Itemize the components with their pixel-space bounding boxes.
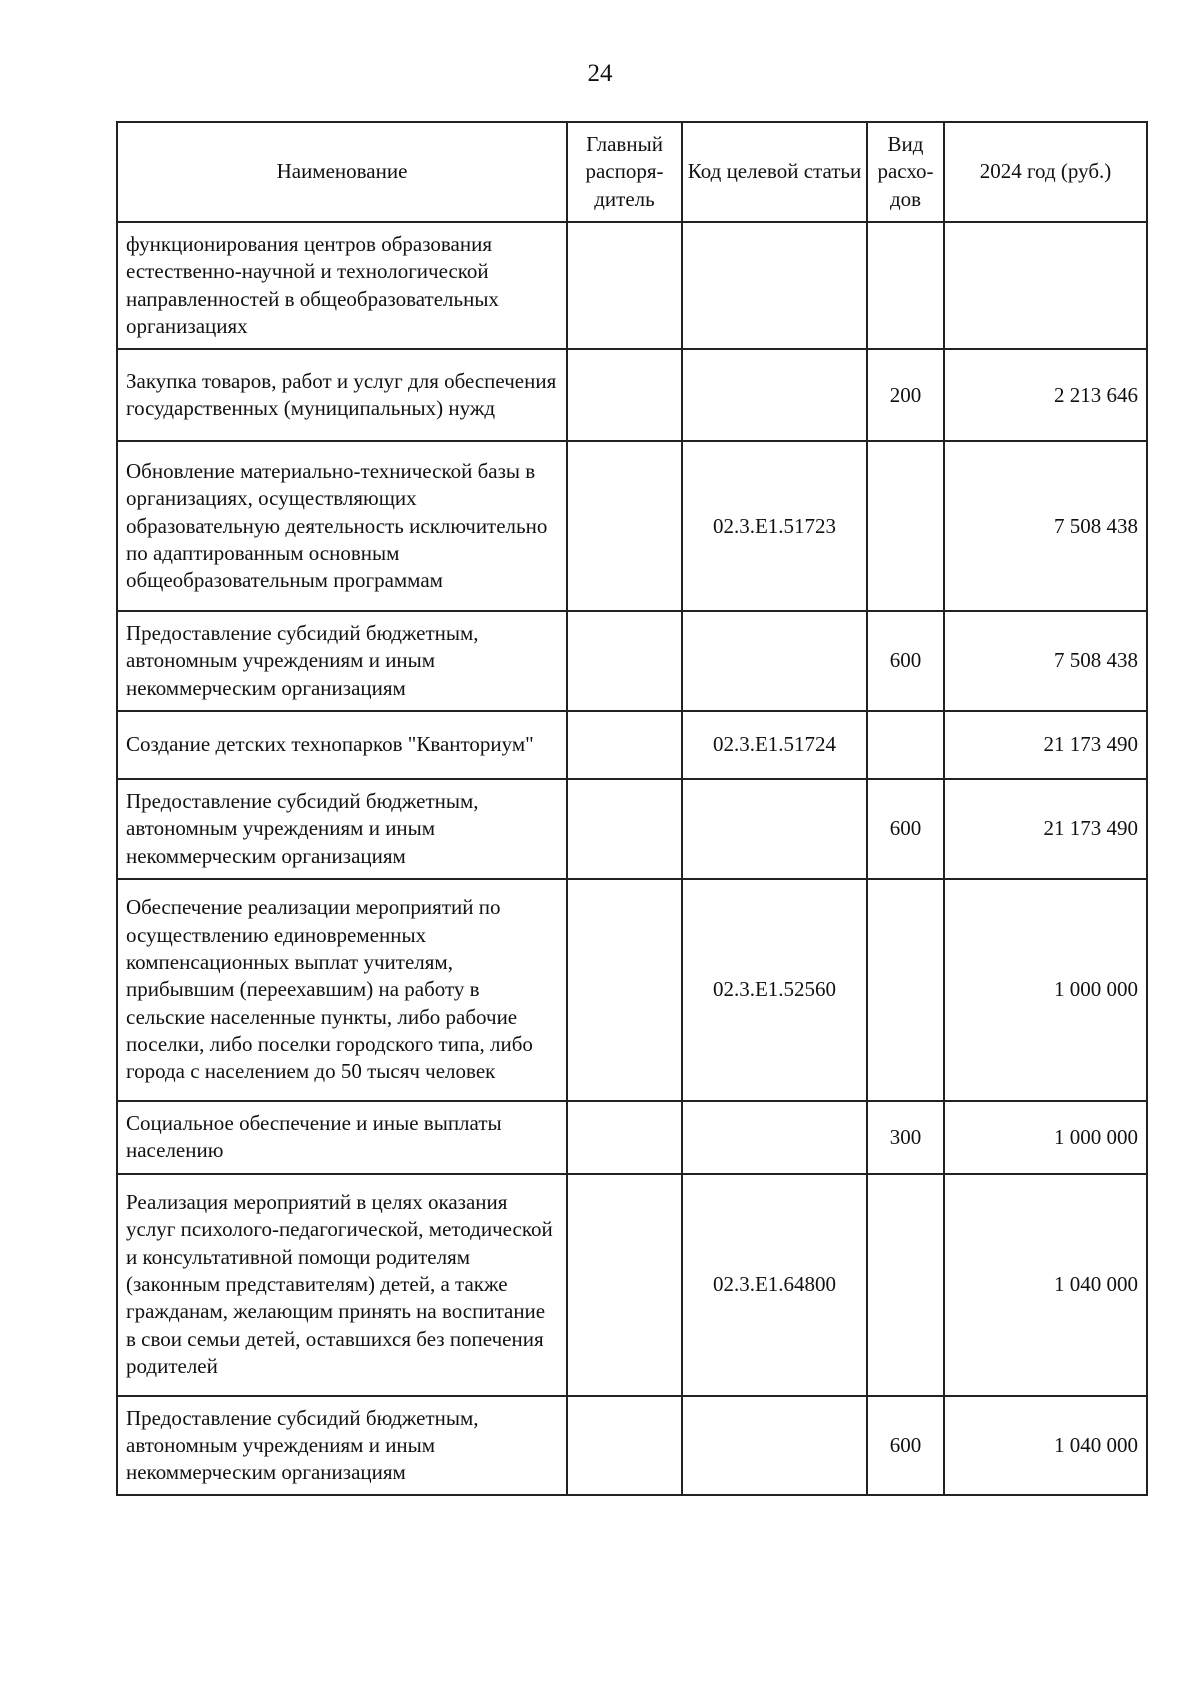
row-code [682,611,867,711]
table-header-row [117,122,1147,222]
row-code: 02.3.E1.51723 [682,441,867,611]
header-name: Наименование [117,122,567,222]
row-amount: 1 040 000 [944,1396,1147,1496]
row-name: Предоставление субсидий бюджетным, автономным учреждениям и иным некоммерческим организациям [117,779,567,879]
row-name: Предоставление субсидий бюджетным, автономным учреждениям и иным некоммерческим организациям [117,611,567,711]
row-code: 02.3.E1.52560 [682,879,867,1101]
row-admin [567,879,682,1101]
row-type [867,879,944,1101]
row-amount: 2 213 646 [944,349,1147,441]
header-admin: Главный распоря-дитель [567,122,682,222]
table-row [117,1174,1147,1396]
row-amount: 1 040 000 [944,1174,1147,1396]
row-admin [567,711,682,779]
table-row [117,1396,1147,1496]
header-type: Вид расхо-дов [867,122,944,222]
row-type: 600 [867,1396,944,1496]
row-code [682,1101,867,1174]
row-name: Социальное обеспечение и иные выплаты населению [117,1101,567,1174]
row-type [867,1174,944,1396]
row-code [682,222,867,349]
row-admin [567,349,682,441]
row-type [867,441,944,611]
row-code [682,779,867,879]
row-name: Создание детских технопарков "Кванториум" [117,711,567,779]
row-type [867,222,944,349]
row-code [682,349,867,441]
row-code: 02.3.E1.51724 [682,711,867,779]
row-admin [567,441,682,611]
table-row [117,611,1147,711]
row-name: Обновление материально-технической базы в организациях, осуществляющих образовательную деятельность исключительно по адаптированным основным общеобразовательным программам [117,441,567,611]
page-number: 24 [587,60,613,87]
row-amount: 21 173 490 [944,779,1147,879]
row-type: 600 [867,779,944,879]
row-code [682,1396,867,1496]
budget-table [116,121,1148,1496]
row-amount: 1 000 000 [944,879,1147,1101]
row-admin [567,1396,682,1496]
row-name: Предоставление субсидий бюджетным, автономным учреждениям и иным некоммерческим организациям [117,1396,567,1496]
row-type [867,711,944,779]
table-row [117,222,1147,349]
table-row [117,779,1147,879]
row-name: функционирования центров образования естественно-научной и технологической направленностей в общеобразовательных организациях [117,222,567,349]
row-admin [567,779,682,879]
row-amount: 7 508 438 [944,611,1147,711]
row-amount: 1 000 000 [944,1101,1147,1174]
row-admin [567,222,682,349]
table-row [117,711,1147,779]
table-row [117,441,1147,611]
table-row [117,879,1147,1101]
header-amount: 2024 год (руб.) [944,122,1147,222]
row-admin [567,1101,682,1174]
table-row [117,349,1147,441]
row-amount: 7 508 438 [944,441,1147,611]
header-code: Код целевой статьи [682,122,867,222]
row-amount: 21 173 490 [944,711,1147,779]
row-admin [567,611,682,711]
row-admin [567,1174,682,1396]
row-name: Закупка товаров, работ и услуг для обеспечения государственных (муниципальных) нужд [117,349,567,441]
row-name: Обеспечение реализации мероприятий по осуществлению единовременных компенсационных выплат учителям, прибывшим (переехавшим) на работу в сельские населенные пункты, либо рабочие поселки, либо поселки городского типа, либо города с населением до 50 тысяч человек [117,879,567,1101]
row-name: Реализация мероприятий в целях оказания услуг психолого-педагогической, методической и консультативной помощи родителям (законным представителям) детей, а также гражданам, желающим принять на воспитание в свои семьи детей, оставшихся без попечения родителей [117,1174,567,1396]
row-code: 02.3.E1.64800 [682,1174,867,1396]
table-row [117,1101,1147,1174]
row-amount [944,222,1147,349]
row-type: 300 [867,1101,944,1174]
row-type: 200 [867,349,944,441]
row-type: 600 [867,611,944,711]
